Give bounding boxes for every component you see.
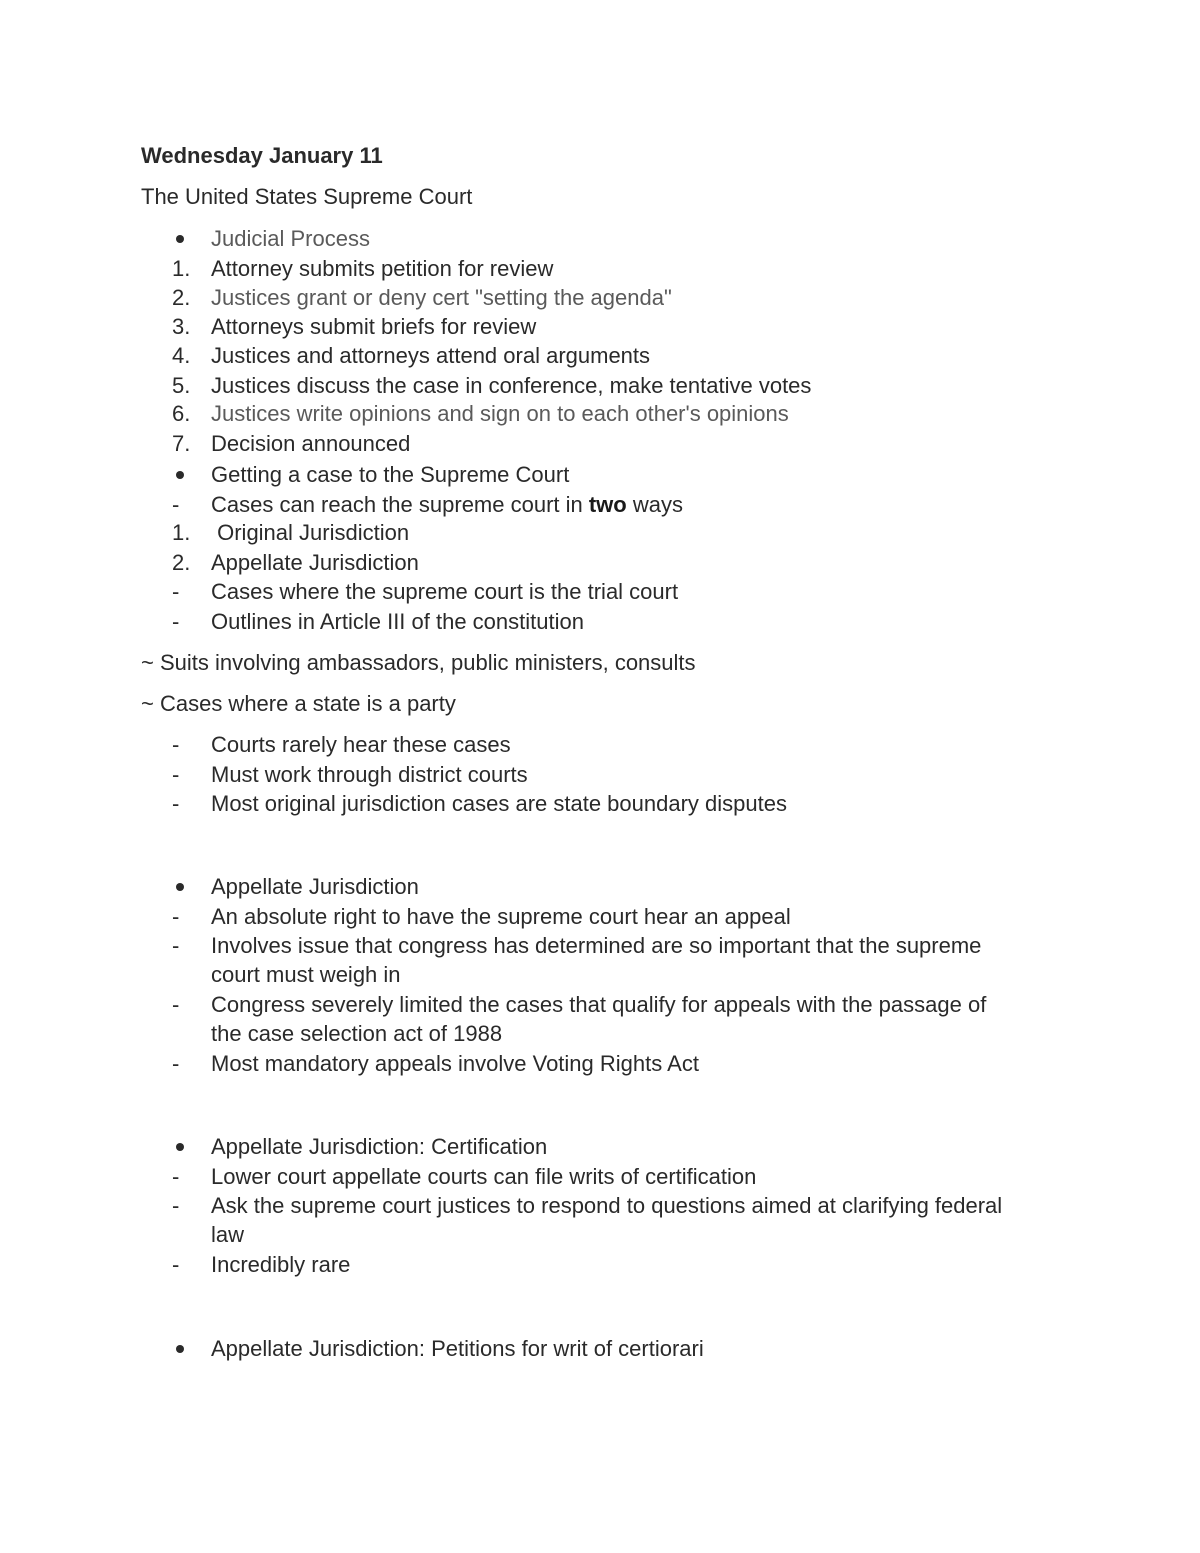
dash-item-text: Involves issue that congress has determined are so important that the supreme: [211, 933, 982, 958]
bullet-item-label: Getting a case to the Supreme Court: [211, 462, 570, 487]
page-subtitle: The United States Supreme Court: [141, 184, 473, 209]
dash-marker: -: [172, 609, 180, 634]
dash-marker: -: [172, 732, 180, 757]
list-item-text: Justices write opinions and sign on to each other's opinions: [211, 401, 789, 426]
emphasis-text: two: [588, 492, 627, 517]
bullet-icon: [176, 1133, 206, 1161]
dash-item-text: Cases where the supreme court is the trial court: [211, 579, 679, 604]
dash-item-text: Most mandatory appeals involve Voting Rights Act: [211, 1051, 699, 1076]
bullet-item-label: Judicial Process: [211, 226, 370, 251]
list-number: 4.: [172, 343, 191, 368]
dash-marker: -: [172, 1051, 180, 1076]
dash-item-text: Incredibly rare: [211, 1252, 351, 1277]
tilde-line: ~ Cases where a state is a party: [141, 691, 456, 716]
dash-item-text: [211, 491, 683, 519]
list-number: 3.: [172, 314, 191, 339]
bullet-icon: [176, 225, 206, 253]
dash-marker: -: [172, 933, 180, 958]
dash-item-text: court must weigh in: [211, 962, 401, 987]
list-item-text: Justices and attorneys attend oral arguments: [211, 343, 651, 368]
dash-item-text: Courts rarely hear these cases: [211, 732, 511, 757]
dash-item-text: Must work through district courts: [211, 762, 528, 787]
list-item-text: Attorney submits petition for review: [211, 256, 554, 281]
dash-item-text: Ask the supreme court justices to respond to questions aimed at clarifying federal: [211, 1193, 1003, 1218]
list-number: 5.: [172, 373, 191, 398]
list-item-text: Justices discuss the case in conference, make tentative votes: [211, 373, 812, 398]
list-number: 7.: [172, 431, 191, 456]
dash-marker: -: [172, 492, 180, 517]
list-number: 2.: [172, 285, 191, 310]
bullet-icon: [176, 873, 206, 901]
text-segment: ways: [626, 492, 683, 517]
dash-marker: -: [172, 762, 180, 787]
dash-item-text: Most original jurisdiction cases are state boundary disputes: [211, 791, 787, 816]
list-item-text: Appellate Jurisdiction: [211, 550, 419, 575]
dash-marker: -: [172, 1193, 180, 1218]
list-item-text: Original Jurisdiction: [211, 520, 410, 545]
dash-item-text: law: [211, 1222, 245, 1247]
dash-marker: -: [172, 1252, 180, 1277]
dash-item-text: Congress severely limited the cases that qualify for appeals with the passage of: [211, 992, 987, 1017]
text-segment: Cases can reach the supreme court in: [211, 492, 589, 517]
dash-marker: -: [172, 904, 180, 929]
list-number: 1.: [172, 256, 191, 281]
list-item-text: Attorneys submit briefs for review: [211, 314, 537, 339]
tilde-line: ~ Suits involving ambassadors, public ministers, consults: [141, 650, 696, 675]
dash-marker: -: [172, 992, 180, 1017]
bullet-item-label: Appellate Jurisdiction: Certification: [211, 1134, 548, 1159]
dash-marker: -: [172, 791, 180, 816]
dash-marker: -: [172, 1164, 180, 1189]
list-number: 6.: [172, 401, 191, 426]
dash-item-text: Lower court appellate courts can file writs of certification: [211, 1164, 757, 1189]
list-number: 1.: [172, 520, 191, 545]
bullet-icon: [176, 1335, 206, 1363]
list-number: 2.: [172, 550, 191, 575]
dash-item-text: An absolute right to have the supreme court hear an appeal: [211, 904, 791, 929]
bullet-item-label: Appellate Jurisdiction: [211, 874, 419, 899]
list-item-text: Decision announced: [211, 431, 411, 456]
page-title: Wednesday January 11: [141, 143, 383, 168]
dash-marker: -: [172, 579, 180, 604]
bullet-icon: [176, 461, 206, 489]
dash-item-text: the case selection act of 1988: [211, 1021, 503, 1046]
dash-item-text: Outlines in Article III of the constitution: [211, 609, 584, 634]
list-item-text: Justices grant or deny cert "setting the agenda": [211, 285, 672, 310]
bullet-item-label: Appellate Jurisdiction: Petitions for writ of certiorari: [211, 1336, 704, 1361]
